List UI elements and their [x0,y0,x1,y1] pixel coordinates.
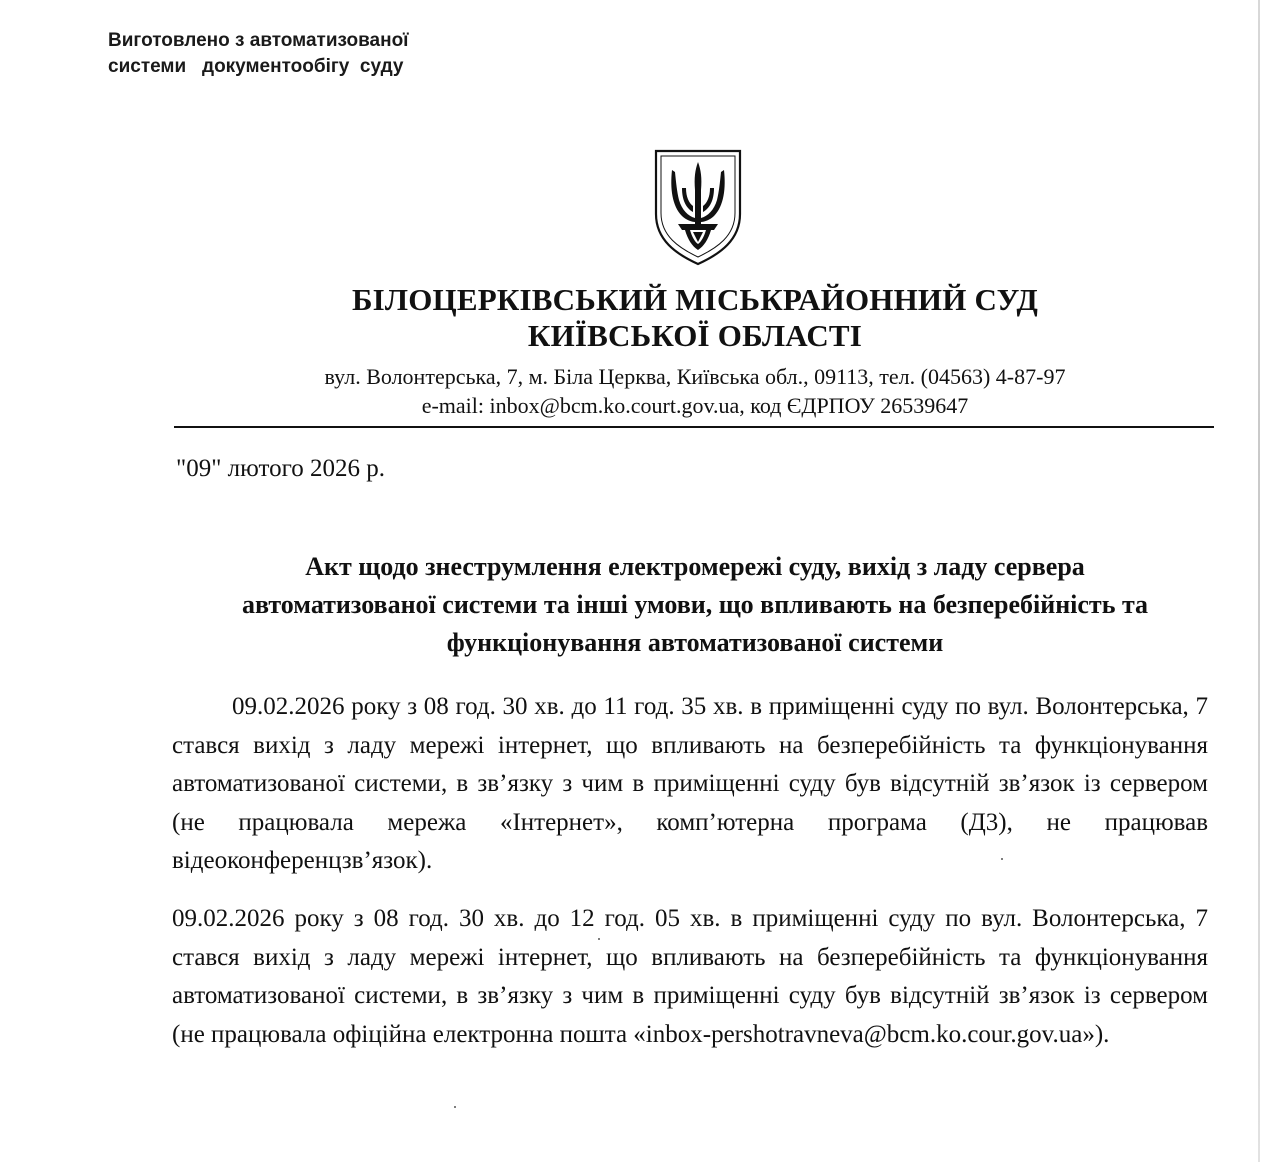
paragraph-internet-outage-2: 09.02.2026 року з 08 год. 30 хв. до 12 год. 05 хв. в приміщенні суду по вул. Волонтерська, 7 стався вихід з ладу мережі інтернет, що впливають на безперебійність та функціонування автоматизованої системи, в зв’язку з чим в приміщенні суду був відсутній зв’язок із сервером (не працювала офіційна електронна пошта «inbox-pershotravneva@bcm.ko.cour.gov.ua»). [172,905,1208,1048]
act-title-line2: автоматизованої системи та інші умови, що впливають на безперебійність та [241,590,1149,619]
scan-speck [454,1106,456,1108]
court-address-line1: вул. Волонтерська, 7, м. Біла Церква, Київська обл., 09113, тел. (04563) 4-87-97 [324,364,1066,389]
court-name-line2: КИЇВСЬКОЇ ОБЛАСТІ [527,318,863,353]
court-name [170,282,1220,354]
act-title-line3: функціонування автоматизованої системи [446,628,944,657]
document-date: "09" лютого 2026 р. [176,455,385,482]
scan-speck [598,938,600,940]
court-name-line1: БІЛОЦЕРКІВСЬКИЙ МІСЬКРАЙОННИЙ СУД [351,282,1039,317]
page-edge-shadow [1258,0,1260,1162]
scan-speck [1001,858,1003,860]
trident-coat-of-arms-icon [652,148,744,266]
court-address [170,362,1220,420]
system-generated-note: Виготовлено з автоматизованої системи документообігу суду [108,30,409,77]
letterhead-divider [174,426,1214,428]
paragraph-internet-outage-1: 09.02.2026 року з 08 год. 30 хв. до 11 год. 35 хв. в приміщенні суду по вул. Волонтерська, 7 стався вихід з ладу мережі інтернет, що впливають на безперебійність та функціонування автоматизованої системи, в зв’язку з чим в приміщенні суду був відсутній зв’язок із сервером (не працювала мережа «Інтернет», комп’ютерна програма (Д3), не працював відеоконференцзв’язок). [172,693,1208,874]
act-title-line1: Акт щодо знеструмлення електромережі суду, вихід з ладу сервера [305,552,1085,581]
court-contacts-line2: e-mail: inbox@bcm.ko.court.gov.ua, код ЄДРПОУ 26539647 [421,393,969,418]
act-title [170,548,1220,662]
